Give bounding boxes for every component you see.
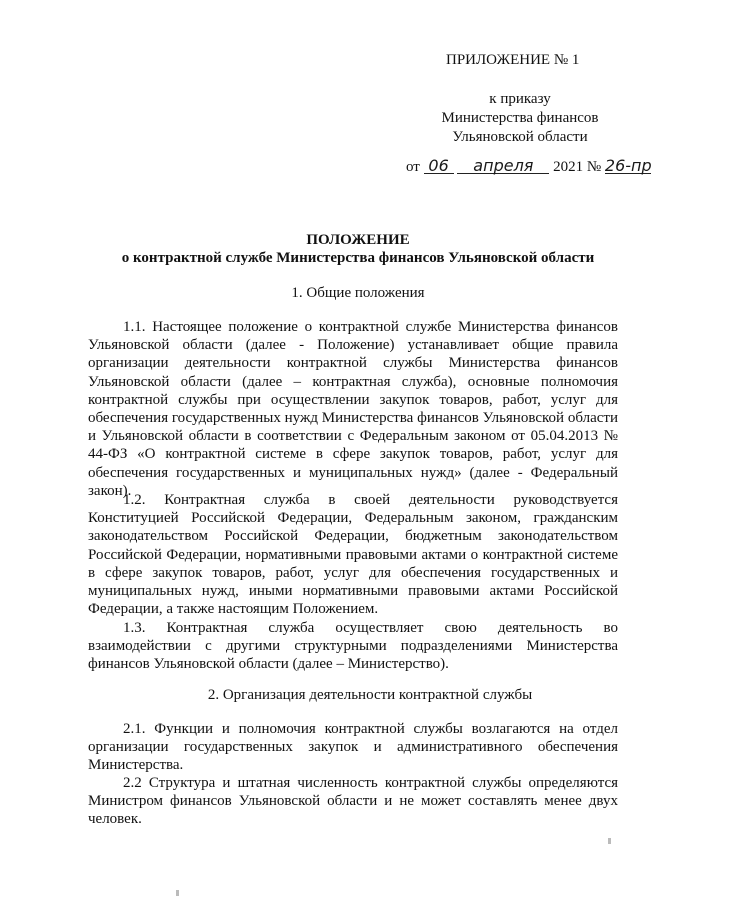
order-reference — [420, 90, 620, 147]
handwritten-month: апреля — [457, 158, 549, 174]
paragraph-2-1: 2.1. Функции и полномочия контрактной службы возлагаются на отдел организации государственных закупок и административного обеспечения Министерства. — [88, 721, 618, 774]
date-year-number: 2021 № — [553, 159, 602, 175]
document-subtitle: о контрактной службе Министерства финансов Ульяновской области — [121, 250, 595, 266]
paragraph-1-3: 1.3. Контрактная служба осуществляет свою деятельность во взаимодействии с другими структурными подразделениями Министерства финансов Ульяновской области (далее – Министерство). — [88, 620, 618, 673]
order-reference-line: Ульяновской области — [452, 129, 588, 145]
appendix-label: ПРИЛОЖЕНИЕ № 1 — [446, 52, 580, 68]
paragraph-2-2: 2.2 Структура и штатная численность контрактной службы определяются Министром финансов Ульяновской области и не может составлять менее двух человек. — [88, 775, 618, 828]
paragraph-1-1: 1.1. Настоящее положение о контрактной службе Министерства финансов Ульяновской области (далее - Положение) устанавливает общие правила организации деятельности контрактной службы Министерства финансов Ульяновской области (далее – контрактная служба), основные полномочия контрактной службы при осуществлении закупок товаров, работ, услуг для обеспечения государственных нужд Министерства финансов Ульяновской области и Ульяновской области в соответствии с Федеральным законом от 05.04.2013 № 44-ФЗ «О контрактной системе в сфере закупок товаров, работ, услуг для обеспечения государственных и муниципальных нужд» (далее - Федеральный закон). — [88, 319, 618, 499]
handwritten-order-number: 26-пр — [604, 156, 652, 175]
date-prefix: от — [406, 159, 420, 175]
order-date-line — [406, 158, 651, 176]
order-reference-line: Министерства финансов — [441, 110, 599, 126]
section-heading-1: 1. Общие положения — [291, 285, 425, 301]
document-title: ПОЛОЖЕНИЕ — [306, 232, 410, 248]
section-heading-2: 2. Организация деятельности контрактной службы — [207, 687, 533, 703]
paragraph-1-2: 1.2. Контрактная служба в своей деятельности руководствуется Конституцией Российской Федерации, Федеральным законом, гражданским законодательством Российской Федерации, бюджетным законодательством Российской Федерации, нормативными правовыми актами о контрактной системе в сфере закупок товаров, работ, услуг для обеспечения государственных и муниципальных нужд, иными нормативными правовыми актами Российской Федерации, а также настоящим Положением. — [88, 492, 618, 618]
scan-mark — [176, 890, 179, 896]
handwritten-day: 06 — [424, 158, 454, 174]
scan-mark — [608, 838, 611, 844]
order-reference-line: к приказу — [489, 91, 551, 107]
